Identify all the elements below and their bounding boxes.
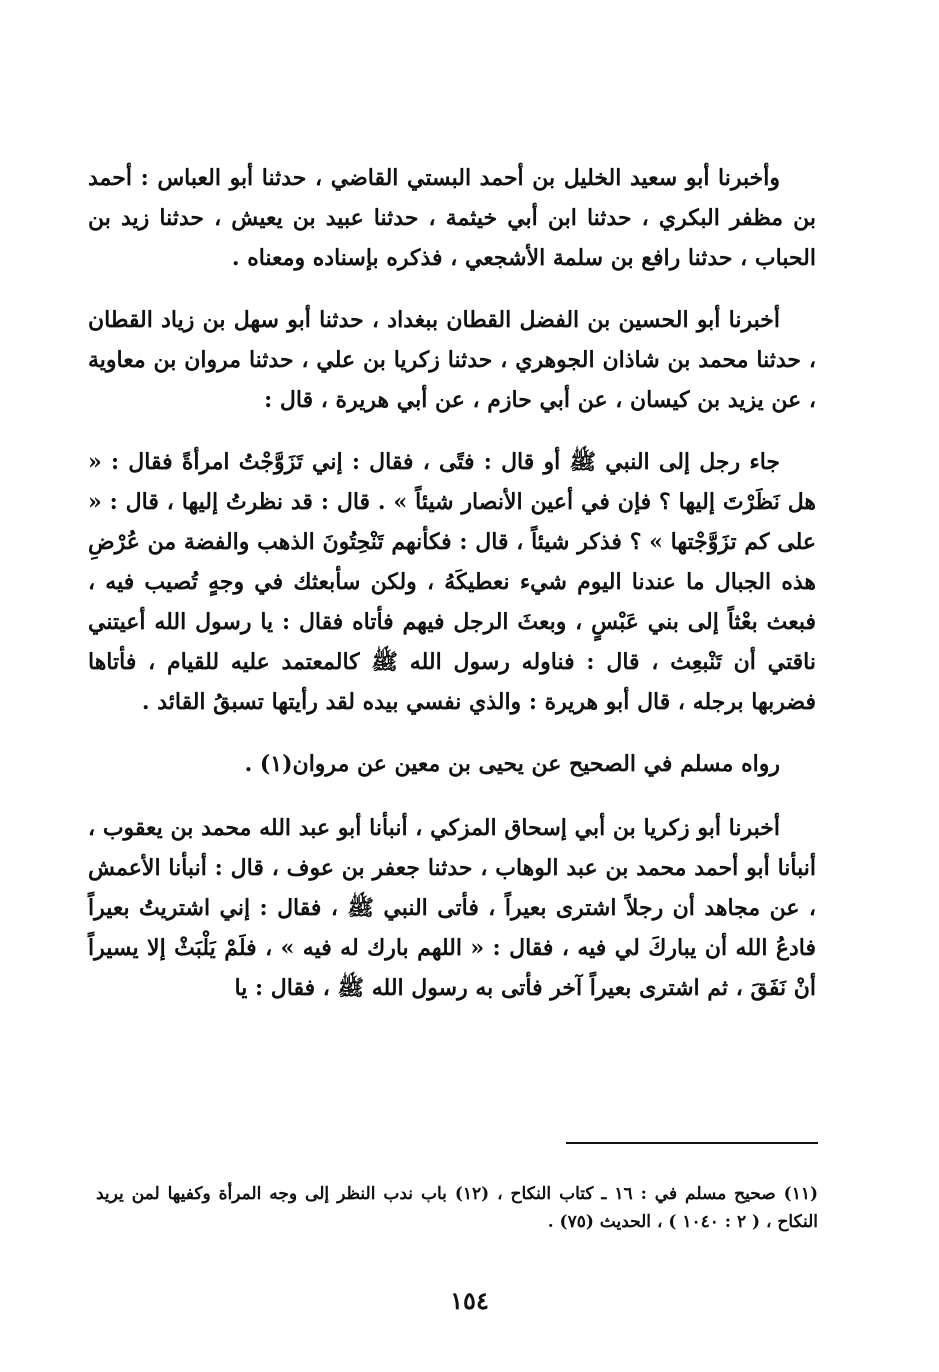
footnote-separator — [566, 1142, 818, 1144]
paragraph-isnad-3: أخبرنا أبو زكريا بن أبي إسحاق المزكي ، أنبأنا أبو عبد الله محمد بن يعقوب ، أنبأنا أبو أحمد محمد بن عبد الوهاب ، حدثنا جعفر بن عوف ، قال : أنبأنا الأعمش ، عن مجاهد أن رجلاً اشترى بعيراً ، فأتى النبي ﷺ ، فقال : إني اشتريتُ بعيراً فادعُ الله أن يباركَ لي فيه ، فقال : « اللهم بارك له فيه » ، فلَمْ يَلْبَثْ إلا يسيراً أنْ نَفَقَ ، ثم اشترى بعيراً آخر فأتى به رسول الله ﷺ ، فقال : يا — [88, 815, 816, 1001]
paragraph-hadith: جاء رجل إلى النبي ﷺ أو قال : فتًى ، فقال : إني تَزَوَّجْتُ امرأةً فقال : « هل نَظَرْتَ إليها ؟ فإن في أعين الأنصار شيئاً » . قال : قد نظرتُ إليها ، قال : « على كم تزَوَّجْتها » ؟ فذكر شيئاً ، قال : فكأنهم تَنْحِتُونَ الذهب والفضة من عُرْضِ هذه الجبال ما عندنا اليوم شيء نعطيكَهُ ، ولكن سأبعثك في وجهٍ تُصيب فيه ، فبعث بعْثاً إلى بني عَبْسٍ ، وبعثَ الرجل فيهم فأتاه فقال : يا رسول الله أعيتني ناقتي أن تَنْبعِث ، قال : فناوله رسول الله ﷺ كالمعتمد عليه للقيام ، فأتاها فضربها برجله ، قال أبو هريرة : والذي نفسي بيده لقد رأيتها تسبقُ القائد . — [88, 449, 816, 715]
main-text — [88, 158, 816, 1030]
page-number: ١٥٤ — [450, 1286, 489, 1315]
paragraph-isnad-2: أخبرنا أبو الحسين بن الفضل القطان ببغداد ، حدثنا أبو سهل بن زياد القطان ، حدثنا محمد بن شاذان الجوهري ، حدثنا زكريا بن علي ، حدثنا مروان بن معاوية ، عن يزيد بن كيسان ، عن أبي حازم ، عن أبي هريرة ، قال : — [88, 307, 816, 413]
paragraph-narration-note: رواه مسلم في الصحيح عن يحيى بن معين عن مروان(١) . — [244, 751, 780, 777]
footnote: (١١) صحيح مسلم في : ١٦ ـ كتاب النكاح ، (١٢) باب ندب النظر إلى وجه المرأة وكفيها لمن يريد النكاح ، ( ٢ : ١٠٤٠ ) ، الحديث (٧٥) . — [96, 1184, 818, 1232]
paragraph-isnad-1: وأخبرنا أبو سعيد الخليل بن أحمد البستي القاضي ، حدثنا أبو العباس : أحمد بن مظفر البكري ، حدثنا ابن أبي خيثمة ، حدثنا عبيد بن يعيش ، حدثنا زيد بن الحباب ، حدثنا رافع بن سلمة الأشجعي ، فذكره بإسناده ومعناه . — [88, 165, 816, 271]
